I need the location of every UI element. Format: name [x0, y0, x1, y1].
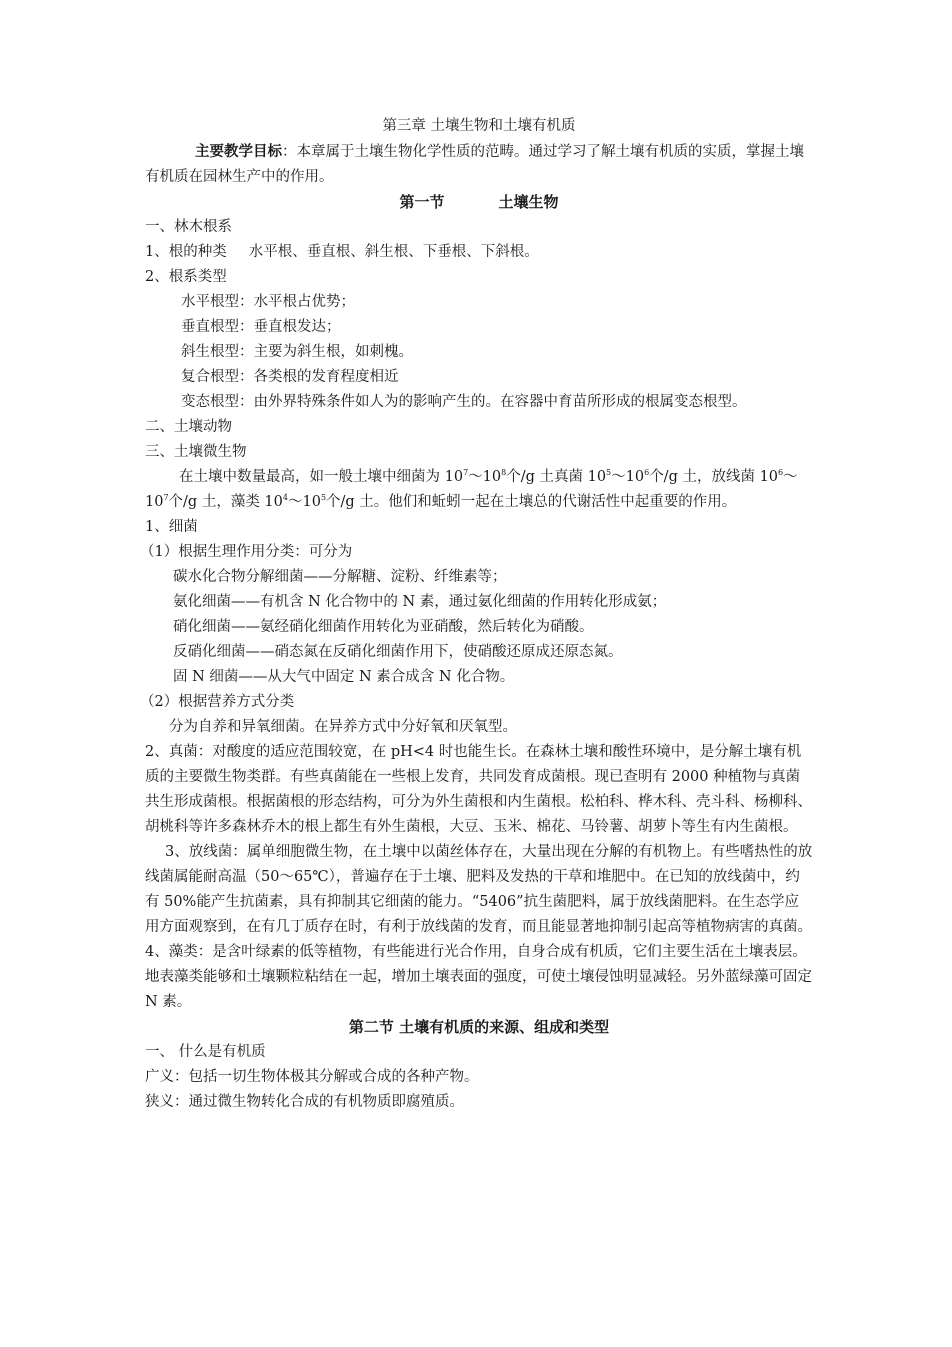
teaching-goal	[145, 139, 813, 190]
bacteria-item: 反硝化细菌——硝态氮在反硝化细菌作用下，使硝酸还原成还原态氮。	[173, 644, 623, 660]
section-1-title: 第一节 土壤生物	[399, 193, 559, 211]
bacteria-item: 硝化细菌——氨经硝化细菌作用转化为亚硝酸，然后转化为硝酸。	[173, 619, 594, 635]
teaching-goal-text: ：本章属于土壤生物化学性质的范畴。通过学习了解土壤有机质的实质，掌握土壤有机质在园林生产中的作用。	[145, 144, 804, 185]
chapter-title: 第三章 土壤生物和土壤有机质	[382, 118, 576, 134]
bacteria-item: 固 N 细菌——从大气中固定 N 素合成含 N 化合物。	[173, 669, 515, 685]
heading-organic-matter: 一、 什么是有机质	[145, 1044, 266, 1060]
microbes-paragraph: 在土壤中数量最高，如一般土壤中细菌为 $10^7\sim 10^8$个/g 土真菌 $10^5\sim 10^6$个/g 土，放线菌 $10^6\sim 10^7$个/g 土，藻类 $10^4\sim 10^5$个/g 土。他们和蚯蚓一起在土壤总的代谢活性中起重要的作用。	[145, 468, 798, 510]
bacteria-item: 碳水化合物分解细菌——分解糖、淀粉、纤维素等；	[173, 569, 507, 585]
broad-definition: 广义：包括一切生物体极其分解或合成的各种产物。	[145, 1069, 479, 1085]
root-types-line: 1、根的种类 水平根、垂直根、斜生根、下垂根、下斜根。	[145, 244, 539, 260]
bacteria-nutrition: 分为自养和异氧细菌。在异养方式中分好氧和厌氧型。	[169, 719, 517, 735]
teaching-goal-label: 主要教学目标	[195, 143, 282, 160]
heading-microbes: 三、土壤微生物	[145, 444, 247, 460]
document-body	[140, 114, 813, 1115]
actinomycetes-paragraph: 3、放线菌：属单细胞微生物，在土壤中以菌丝体存在，大量出现在分解的有机物上。有些嗜热性的放线菌属能耐高温（50～65℃），普遍存在于土壤、肥料及发热的干草和堆肥中。在已知的放线菌中，约有 50%能产生抗菌素，具有抑制其它细菌的能力。“5406”抗生菌肥料，属于放线菌肥料。在生态学应用方面观察到，在有几丁质存在时，有利于放线菌的发育，而且能显著地抑制引起高等植物病害的真菌。	[145, 844, 813, 935]
algae-paragraph: 4、藻类：是含叶绿素的低等植物，有些能进行光合作用，自身合成有机质，它们主要生活在土壤表层。地表藻类能够和土壤颗粒粘结在一起，增加土壤表面的强度，可使土壤侵蚀明显减轻。另外蓝绿藻可固定 N 素。	[145, 944, 812, 1010]
root-system-item: 复合根型：各类根的发育程度相近	[181, 369, 399, 385]
root-system-item: 斜生根型：主要为斜生根，如刺槐。	[181, 344, 413, 360]
root-system-item: 水平根型：水平根占优势；	[181, 294, 355, 310]
bacteria-item: 氨化细菌——有机含 N 化合物中的 N 素，通过氨化细菌的作用转化形成氨；	[173, 594, 667, 610]
bacteria-class-1: （1）根据生理作用分类：可分为	[140, 544, 353, 560]
narrow-definition: 狭义：通过微生物转化合成的有机物质即腐殖质。	[145, 1094, 464, 1110]
section-2-title: 第二节 土壤有机质的来源、组成和类型	[348, 1018, 610, 1036]
root-system-item: 变态根型：由外界特殊条件如人为的影响产生的。在容器中育苗所形成的根属变态根型。	[181, 394, 747, 410]
heading-bacteria: 1、细菌	[145, 519, 198, 535]
fungi-paragraph: 2、真菌：对酸度的适应范围较宽，在 pH<4 时也能生长。在森林土壤和酸性环境中，是分解土壤有机质的主要微生物类群。有些真菌能在一些根上发育，共同发育成菌根。现已查明有 2000 种植物与真菌共生形成菌根。根据菌根的形态结构，可分为外生菌根和内生菌根。松柏科、桦木科、壳斗科、杨柳科、胡桃科等许多森林乔木的根上都生有外生菌根，大豆、玉米、棉花、马铃薯、胡萝卜等生有内生菌根。	[145, 744, 812, 835]
root-system-item: 垂直根型：垂直根发达；	[181, 319, 341, 335]
heading-roots: 一、林木根系	[145, 219, 232, 235]
bacteria-class-2: （2）根据营养方式分类	[140, 694, 295, 710]
root-system-types-heading: 2、根系类型	[145, 269, 227, 285]
heading-soil-animals: 二、土壤动物	[145, 419, 232, 435]
